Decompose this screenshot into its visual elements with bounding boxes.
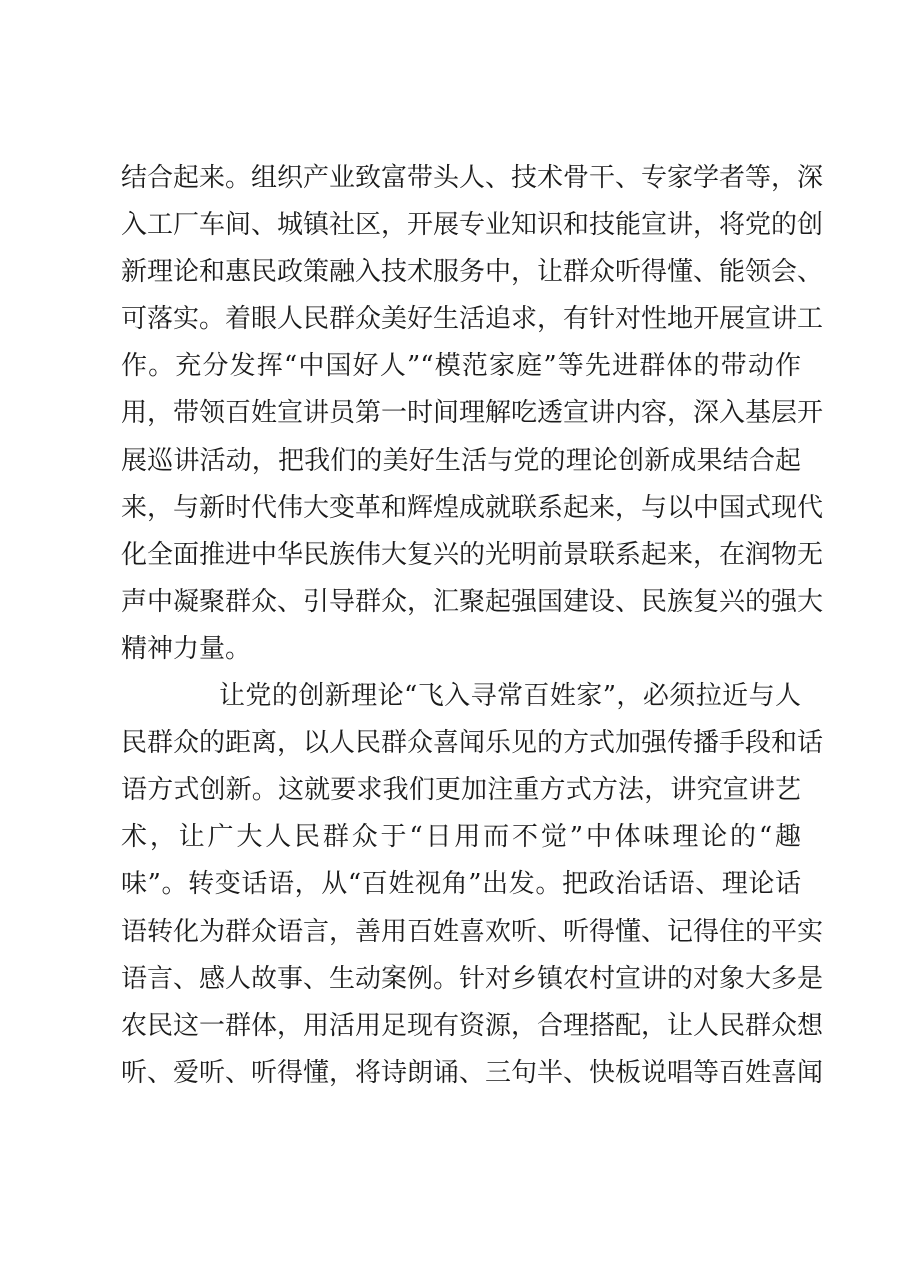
- text-line: 农民这一群体，用活用足现有资源，合理搭配，让人民群众想: [121, 1010, 824, 1041]
- text-line: 入工厂车间、城镇社区，开展专业知识和技能宣讲，将党的创: [121, 210, 824, 241]
- text-line: 可落实。着眼人民群众美好生活追求，有针对性地开展宣讲工: [121, 304, 824, 335]
- text-line: 精神力量。: [121, 633, 252, 664]
- text-line: 味”。转变话语，从“百姓视角”出发。把政治话语、理论话: [121, 869, 801, 900]
- text-line: 展巡讲活动，把我们的美好生活与党的理论创新成果结合起: [121, 445, 801, 476]
- text-line: 语方式创新。这就要求我们更加注重方式方法，讲究宣讲艺: [121, 775, 801, 806]
- text-line: 用，带领百姓宣讲员第一时间理解吃透宣讲内容，深入基层开: [121, 398, 824, 429]
- body-text: [121, 155, 824, 1097]
- text-line: 语转化为群众语言，善用百姓喜欢听、听得懂、记得住的平实: [121, 916, 824, 947]
- text-line: 作。充分发挥“中国好人”“模范家庭”等先进群体的带动作: [121, 351, 801, 382]
- text-line: 听、爱听、听得懂，将诗朗诵、三句半、快板说唱等百姓喜闻: [121, 1057, 824, 1088]
- text-line: 来，与新时代伟大变革和辉煌成就联系起来，与以中国式现代: [121, 492, 824, 523]
- text-line: 化全面推进中华民族伟大复兴的光明前景联系起来，在润物无: [121, 539, 824, 570]
- text-line: 声中凝聚群众、引导群众，汇聚起强国建设、民族复兴的强大: [121, 586, 824, 617]
- text-line: 结合起来。组织产业致富带头人、技术骨干、专家学者等，深: [121, 163, 824, 193]
- text-line: 民群众的距离，以人民群众喜闻乐见的方式加强传播手段和话: [121, 728, 824, 759]
- text-line: 让党的创新理论“飞入寻常百姓家”，必须拉近与人: [219, 681, 801, 712]
- text-line: 语言、感人故事、生动案例。针对乡镇农村宣讲的对象大多是: [121, 963, 824, 994]
- text-line: 术，让广大人民群众于“日用而不觉”中体味理论的“趣: [121, 822, 801, 853]
- text-line: 新理论和惠民政策融入技术服务中，让群众听得懂、能领会、: [121, 257, 824, 288]
